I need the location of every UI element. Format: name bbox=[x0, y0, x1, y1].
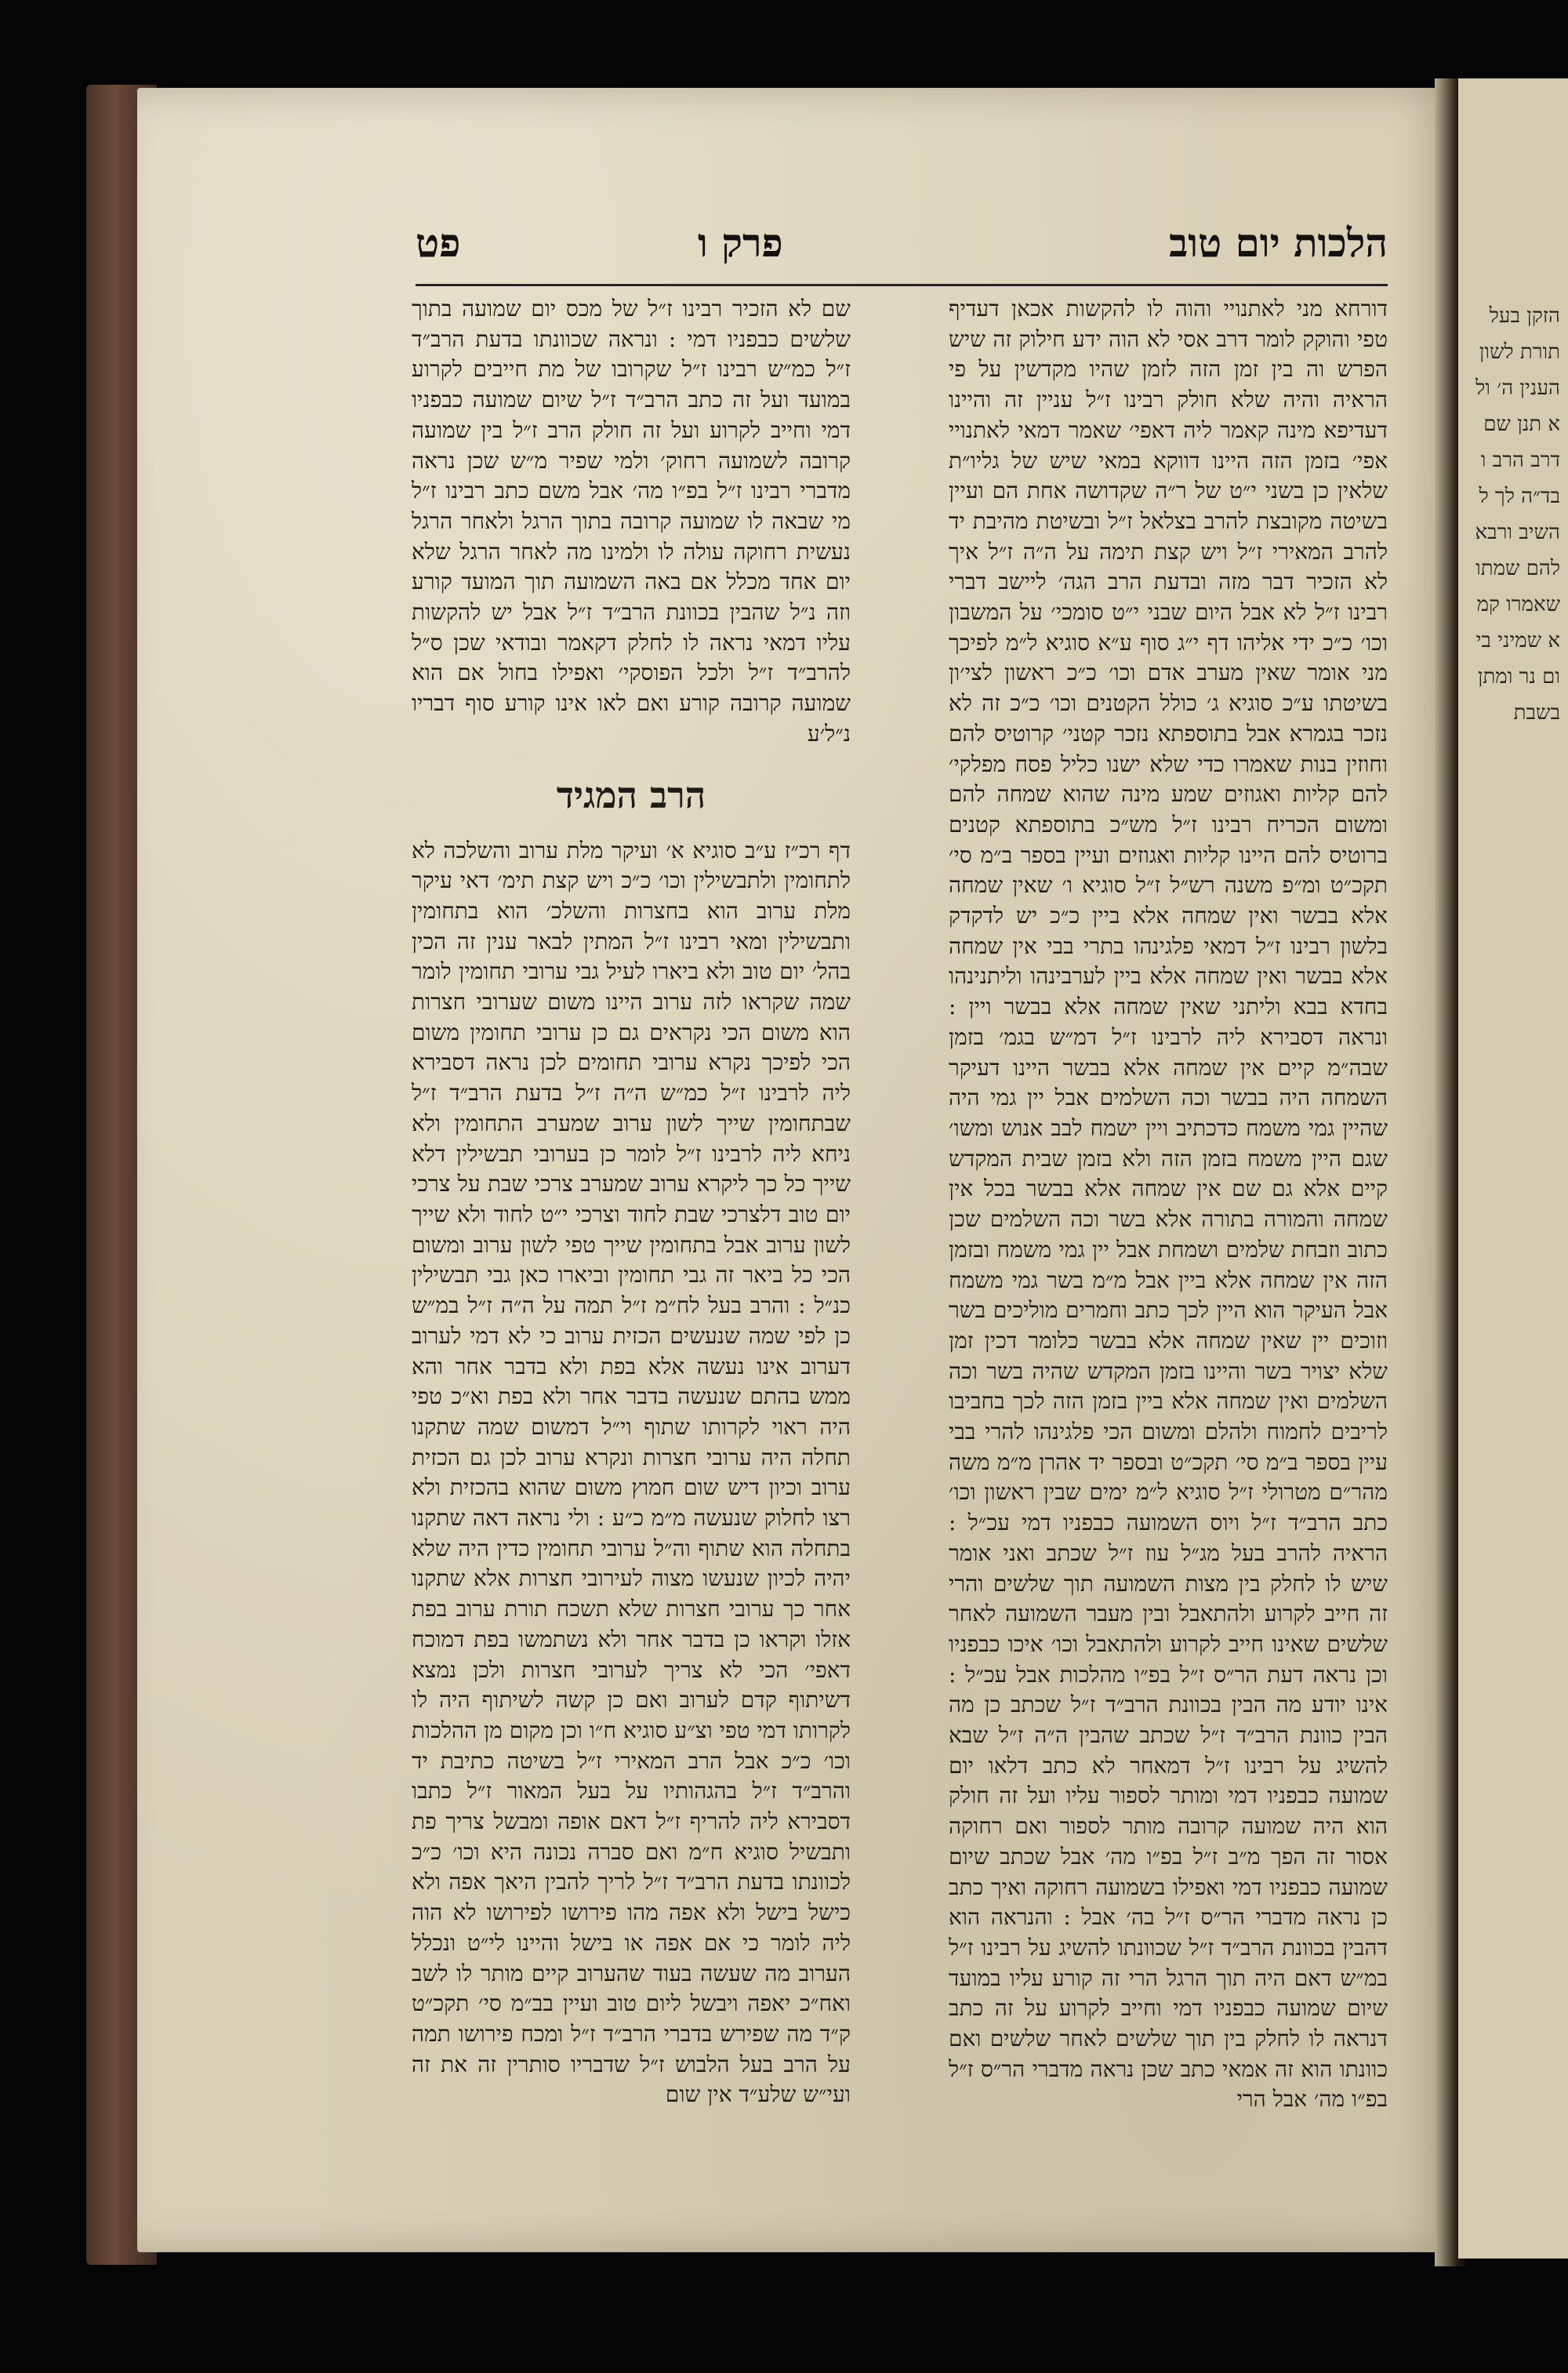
left-column-top-text: שם לא הזכיר רבינו ז״ל של מכס יום שמועה בתוך שלשים כבפניו דמי : ונראה שכוונתו בדעת הרב״ד ז״ל כמ״ש רבינו ז״ל שקרובו של מת חייבים לקרוע במועד ועל זה כתב הרב״ד ז״ל שיום שמועה כבפניו דמי וחייב לקרוע ועל זה חולק הרב ז״ל בין שמועה קרובה לשמועה רחוק׳ ולמי שפיר מ״ש שכן נראה מדברי רבינו ז״ל בפ״ו מה׳ אבל משם כתב רבינו ז״ל מי שבאה לו שמועה קרובה בתוך הרגל ולאחר הרגל נעשית רחוקה עולה לו ולמינו מה לאחר הרגל שלא יום אחד מכלל אם באה השמועה תוך המועד קורע וזה נ״ל שהבין בכוונת הרב״ד ז״ל אבל יש להקשות עליו דמאי נראה לו לחלק דקאמר ובודאי שכן ס״ל להרב״ד ז״ל ולכל הפוסקי׳ ואפילו בחול אם הוא שמועה קרובה קורע ואם לאו אינו קורע סוף דבריו נ״ל׳ע bbox=[412, 296, 851, 747]
section-heading: הרב המגיד bbox=[556, 773, 706, 816]
running-header bbox=[408, 220, 1388, 290]
chapter-label: פרק ו bbox=[698, 220, 783, 266]
right-column bbox=[949, 294, 1388, 2115]
right-column-text: דורחא מני לאתנויי והוה לו להקשות אכאן דעדיף טפי והוקק לומר דרב אסי לא הוה ידע חילוק זה שיש הפרש וה בין זמן הזה לזמן שהיו מקדשין על פי הראיה והיה שלא חולק רבינו ז״ל עניין זה והיינו דעדיפא מינה קאמר ליה דאפי׳ שאמר דמאי לאתנויי אפי׳ בזמן הזה היינו דווקא במאי שיש של גליו״ת שלאין כן בשני י״ט של ר״ה שקדושה אחת הם ועיין בשיטה מקובצת להרב בצלאל ז״ל ובשיטת מהיבת יד להרב המאירי ז״ל ויש קצת תימה על ה״ה ז״ל איך לא הזכיר דבר מזה ובדעת הרב הגה׳ ליישב דברי רבינו ז״ל לא אבל היום שבני י״ט סומכי׳ על המשבון וכו׳ כ״כ ידי אליהו דף י״ג סוף ע״א סוגיא ל״מ לפיכך מני אומר שאין מערב אדם וכו׳ כ״כ ראשון לצי׳ון בשיטתו ע״כ סוגיא ג׳ כולל הקטנים וכו׳ כ״כ זה לא נזכר בגמרא אבל בתוספתא נזכר קטני׳ קרוטיס להם וחוזין בנות שאמרו כדי שלא ישנו כליל פסח מפלקי׳ להם קליות ואגוזים שמע מינה שהוא שמחה להם ומשום הכריח רבינו ז״ל מש״כ בתוספתא קטנים ברוטיס להם היינו קליות ואגוזים ועיין בספר ב״מ סי׳ תקכ״ט ומ״פ משנה רש״ל ז״ל סוגיא ו׳ שאין שמחה אלא בבשר ואין שמחה אלא ביין כ״כ יש לדקדק בלשון רבינו ז״ל דמאי פלגינהו בתרי בבי אין שמחה אלא בבשר ואין שמחה אלא ביין לערבינהו וליתנינהו בחדא בבא וליתני שאין שמחה אלא בבשר ויין : ונראה דסבירא ליה לרבינו ז״ל דמ״ש בגמ׳ בזמן שבה״מ קיים אין שמחה אלא בבשר היינו דעיקר השמחה היה בבשר וכה השלמים אבל יין גמי היה שהיין גמי משמח כדכתיב ויין ישמח לבב אנוש ומשו׳ שגם היין משמח בזמן הזה ולא בזמן שבית המקדש קיים אלא גם שם אין שמחה אלא בבשר בכל אין שמחה והמורה בתורה אלא בשר וכה השלמים שכן כתוב וזבחת שלמים ושמחת אבל יין גמי משמח ובזמן הזה אין שמחה אלא ביין אבל מ״מ בשר גמי משמח אבל העיקר הוא היין לכך כתב וחמרים מוליכים בשר וזוכים יין שאין שמחה אלא בבשר כלומר דכין זמן שלא יצויר בשר והיינו בזמן המקדש שהיה בשר וכה השלמים ואין שמחה אלא ביין בזמן הזה לכך בחביבו לריבים לחמוח ולהלם ומשום הכי פלגינהו להרי בבי עיין בספר ב״מ סי׳ תקכ״ט ובספר יד אהרן מ״מ משה מהר״ם מטרולי ז״ל סוגיא ל״מ ימים שבין ראשון וכו׳ כתב הרב״ד ז״ל ויוס השמועה כבפניו דמי עכ״ל : הראיה להרב בעל מג״ל עוז ז״ל שכתב ואני אומר שיש לו לחלק בין מצות השמועה תוך שלשים והרי זה חייב לקרוע ולהתאבל ובין מעבר השמועה לאחר שלשים שאינו חייב לקרוע ולהתאבל וכו׳ איכו כבפניו וכן נראה דעת הר״ס ז״ל בפ״ו מהלכות אבל עכ״ל : אינו יודע מה הבין בכוונת הרב״ד ז״ל שכתב כן מה הבין כוונת הרב״ד ז״ל שכתב שהבין ה״ה ז״ל שבא להשיג על רבינו ז״ל דמאחר לא כתב דלאו יום שמועה כבפניו דמי ומותר לספור עליו ועל זה חולק הוא היה שמועה קרובה מותר לספור ואם רחוקה אסור זה הפך מ״ב ז״ל בפ״ו מה׳ אבל שכתב שיום שמועה כבפניו דמי ואפילו בשמועה רחוקה ואיך כתב כן נראה מדברי הר״ס ז״ל בה׳ אבל : והנראה הוא דהבין בכוונת הרב״ד ז״ל שכוונתו להשיג על רבינו ז״ל במ״ש דאם היה תוך הרגל הרי זה קורע עליו במועד שיום שמועה כבפניו דמי וחייב לקרוע על זה כתב דנראה לו לחלק בין תוך שלשים לאחר שלשים ואם כוונתו הוא זה אמאי כתב שכן נראה מדברי הר״ס ז״ל בפ״ו מה׳ אבל הרי bbox=[949, 296, 1388, 2113]
header-rule bbox=[416, 284, 1388, 286]
left-column-bottom-text: דף רכ״ז ע״ב סוגיא א׳ ועיקר מלת ערוב והשלכה לא לתחומין ולתבשילין וכו׳ כ״כ ויש קצת תימ׳ דאי עיקר מלת ערוב הוא בחצרות והשלכ׳ הוא בתחומין ותבשילין ומאי רבינו ז״ל המתין לבאר ענין זה הכין בהל׳ יום טוב ולא ביארו לעיל גבי ערובי תחומין לומר שמה שקראו לזה ערוב היינו משום שערובי חצרות הוא משום הכי נקראים גם כן ערובי תחומין משום הכי לפיכך נקרא ערובי תחומים לכן נראה דסבירא ליה לרבינו ז״ל כמ״ש ה״ה ז״ל בדעת הרב״ד ז״ל שבתחומין שייך לשון ערוב שמערב התחומין ולא ניחא ליה לרבינו ז״ל לומר כן בערובי תבשילין דלא שייך כל כך ליקרא ערוב שמערב צרכי שבת על צרכי יום טוב דלצרכי שבת לחוד וצרכי י״ט לחוד ולא שייך לשון ערוב אבל בתחומין שייך טפי לשון ערוב ומשום הכי כל ביאר זה גבי תחומין וביארו כאן גבי תבשילין כנ״ל : והרב בעל לח״מ ז״ל תמה על ה״ה ז״ל במ״ש כן לפי שמה שנעשים הכזית ערוב כי לא דמי לערוב דערוב אינו נעשה אלא בפת ולא בדבר אחר והא ממש בהתם שנעשה בדבר אחר ולא בפת וא״כ טפי היה ראוי לקרותו שתוף וי״ל דמשום שמה שתקנו תחלה היה ערובי חצרות ונקרא ערוב לכן גם הכזית ערוב וכיון דיש שום חמוץ משום שהוא בהכזית ולא רצו לחלוק שנעשה מ״מ כ״ע : ולי נראה דאה שתקנו בתחלה הוא שתוף וה״ל ערובי תחומין כדין היה שלא יהיה לכיון שנעשו מצוה לעירובי חצרות אלא שתקנו אחר כך ערובי חצרות שלא תשכח תורת ערוב בפת אזלו וקראו כן בדבר אחר ולא נשתמשו בפת דמוכח דאפי׳ הכי לא צריך לערובי חצרות ולכן נמצא דשיתוף קדם לערוב ואם כן קשה לשיתוף היה לו לקרותו דמי טפי וצ״ע סוגיא ח״ו וכן מקום מן ההלכות וכו׳ כ״כ אבל הרב המאירי ז״ל בשיטה כתיבת יד והרב״ד ז״ל בהגהותיו על בעל המאור ז״ל כתבו דסבירא ליה להריף ז״ל דאם אופה ומבשל צריך פת ותבשיל סוגיא ח״מ ואם סברה נכונה היא וכו׳ כ״כ לכוונתו בדעת הרב״ד ז״ל לריך להבין היאך אפה ולא כישל בישל ולא אפה מהו פירושו לפירושו לא הוה ליה לומר כי אם אפה או בישל והיינו לי״ט ונכלל הערוב מה שעשה בעוד שהערוב קיים מותר לו לשב ואח״כ יאפה ויבשל ליום טוב ועיין בב״מ סי׳ תקכ״ט ק״ד מה שפירש בדברי הרב״ד ז״ל ומכח פירושו תמה על הרב בעל הלבוש ז״ל שדבריו סותרין זה את זה ועי״ש שלע״ד אין שום bbox=[411, 837, 851, 2108]
folio-number: פט bbox=[416, 220, 461, 266]
left-column bbox=[412, 294, 851, 2110]
running-title: הלכות יום טוב bbox=[1169, 220, 1388, 266]
facing-page-fragment: הזקן בעל תורת לשון הענין ה׳ ולא תנן שם דרב הרב ובד״ה לך להשיב ורבא להם שמתו שאמרו קמא שמיני ביום נר ומתן בשבת bbox=[1475, 304, 1560, 725]
